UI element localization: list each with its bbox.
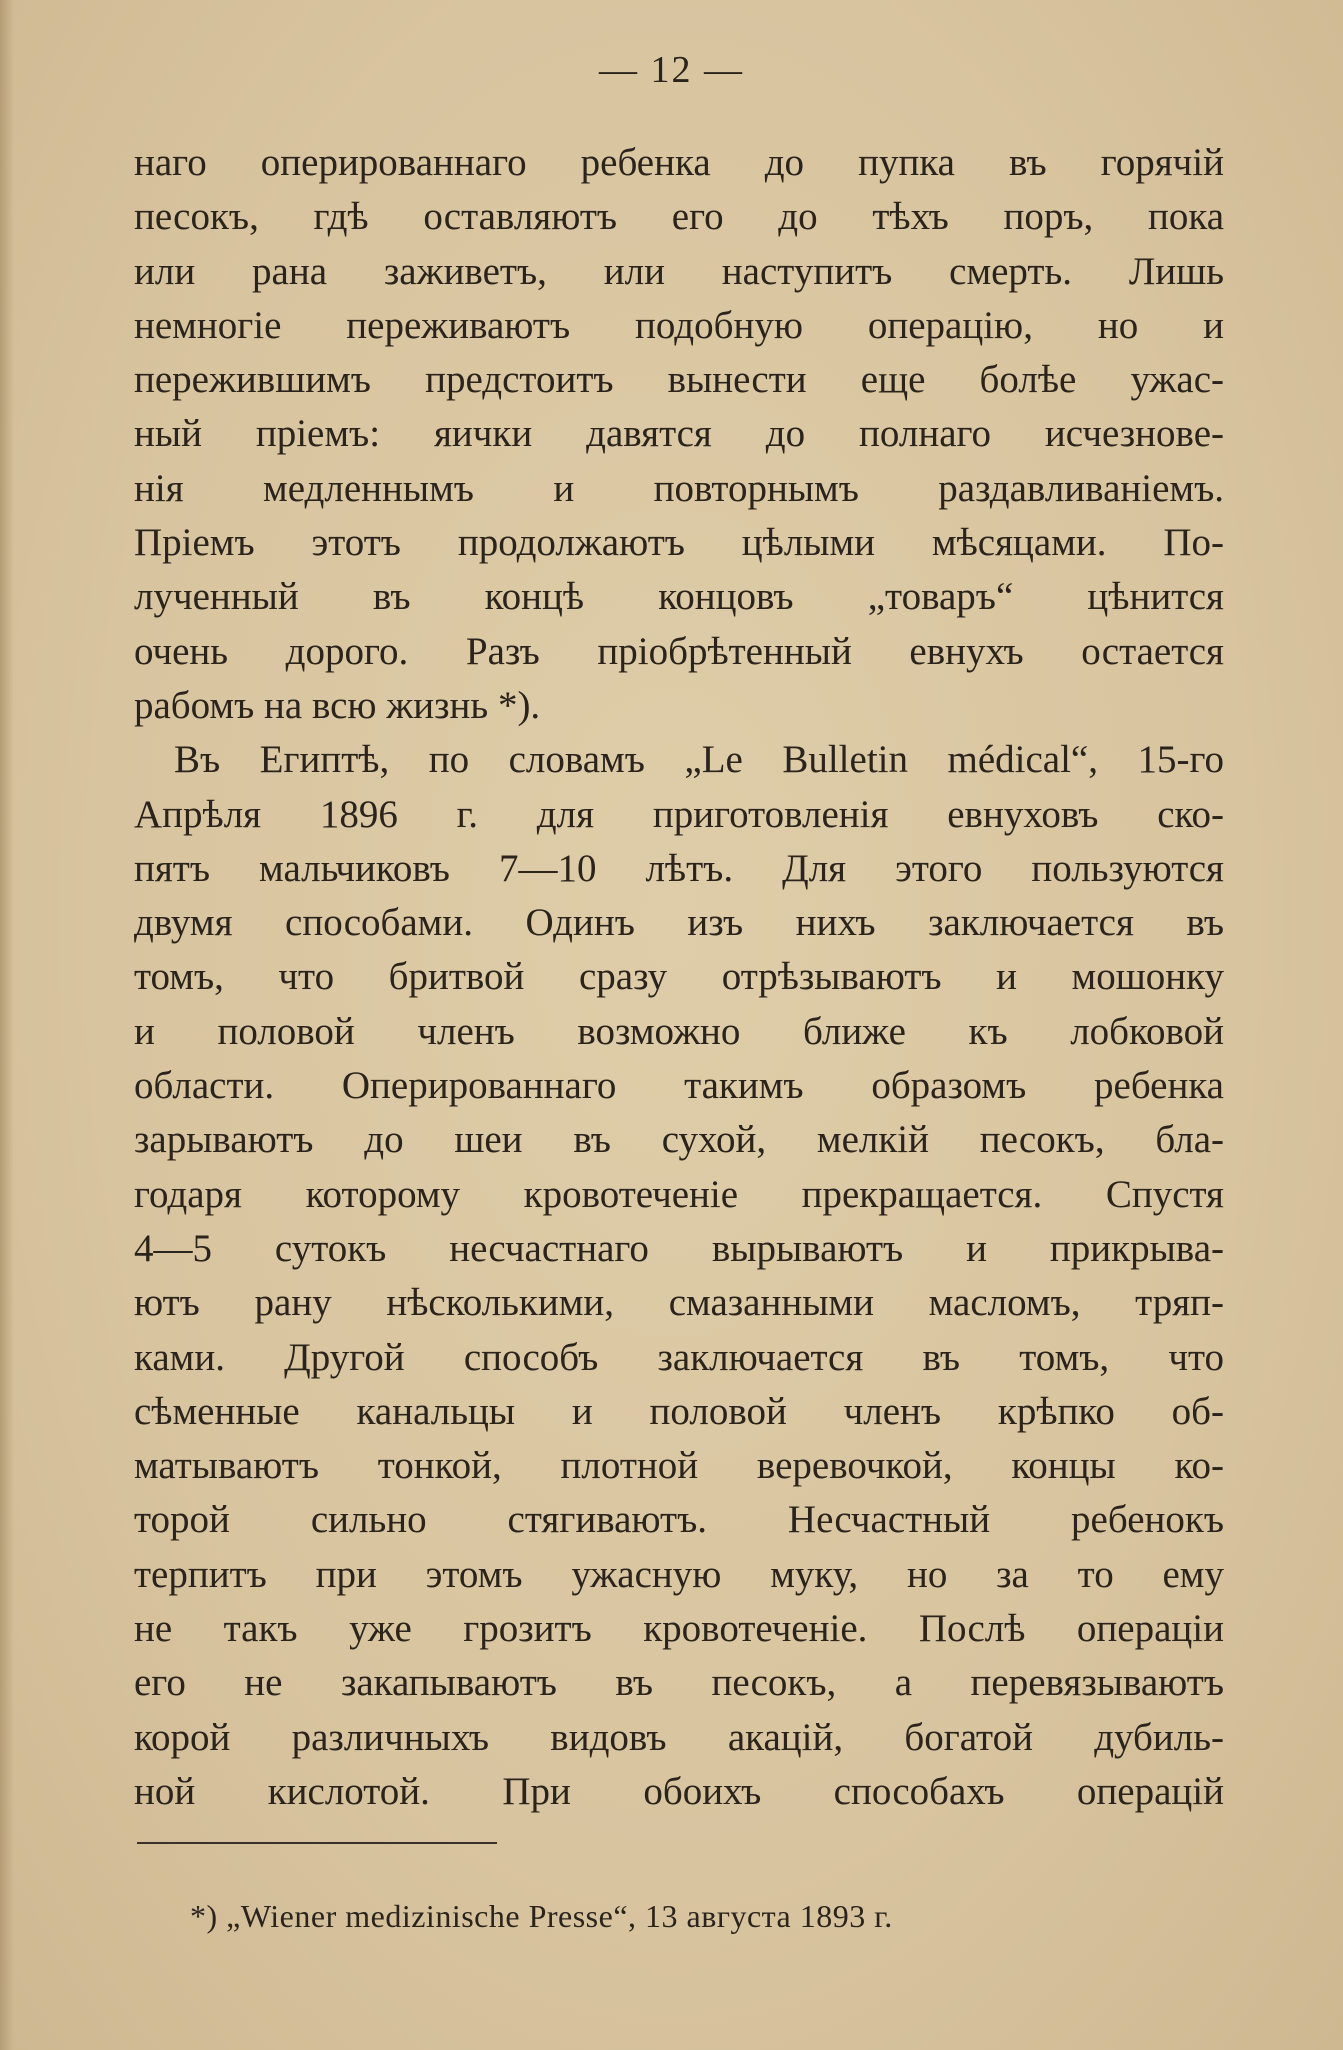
text-line: нія медленнымъ и повторнымъ раздавливаніемъ. xyxy=(134,466,1224,510)
text-line: ками. Другой способъ заключается въ томъ, что xyxy=(134,1335,1224,1379)
footnote-divider xyxy=(137,1842,497,1844)
text-line: зарываютъ до шеи въ сухой, мелкій песокъ, бла- xyxy=(134,1118,1224,1162)
text-line: торой сильно стягиваютъ. Несчастный ребенокъ xyxy=(134,1498,1224,1542)
text-line: пережившимъ предстоитъ вынести еще болѣе ужас- xyxy=(134,358,1224,402)
text-line: сѣменные канальцы и половой членъ крѣпко об- xyxy=(134,1389,1224,1433)
text-line: рабомъ на всю жизнь *). xyxy=(134,683,541,727)
text-line: его не закапываютъ въ песокъ, а перевязываютъ xyxy=(134,1661,1224,1705)
footnote: *) „Wiener medizinische Presse“, 13 августа 1893 г. xyxy=(190,1898,893,1934)
text-line: матываютъ тонкой, плотной веревочкой, концы ко- xyxy=(134,1444,1224,1488)
text-line: 4—5 сутокъ несчастнаго вырываютъ и прикрыва- xyxy=(134,1226,1224,1270)
text-line: Апрѣля 1896 г. для приготовленія евнуховъ ско- xyxy=(134,792,1224,836)
text-line: пятъ мальчиковъ 7—10 лѣтъ. Для этого пользуются xyxy=(134,846,1224,890)
text-line: очень дорого. Разъ пріобрѣтенный евнухъ остается xyxy=(134,629,1224,673)
text-line: немногіе переживаютъ подобную операцію, но и xyxy=(134,303,1224,347)
text-line: ный пріемъ: яички давятся до полнаго исчезнове- xyxy=(134,412,1224,456)
text-line: корой различныхъ видовъ акацій, богатой дубиль- xyxy=(134,1715,1224,1759)
text-line: области. Оперированнаго такимъ образомъ ребенка xyxy=(134,1064,1224,1108)
text-line: наго оперированнаго ребенка до пупка въ горячій xyxy=(134,141,1224,184)
page-number: — 12 — xyxy=(599,49,744,91)
text-line: томъ, что бритвой сразу отрѣзываютъ и мошонку xyxy=(134,955,1224,999)
text-line: или рана заживетъ, или наступитъ смерть. Лишь xyxy=(134,249,1224,293)
body-text xyxy=(134,136,1224,1819)
text-line: лученный въ концѣ концовъ „товаръ“ цѣнится xyxy=(134,575,1224,619)
text-line: ютъ рану нѣсколькими, смазанными масломъ, тряп- xyxy=(134,1281,1224,1325)
text-line: терпитъ при этомъ ужасную муку, но за то ему xyxy=(134,1552,1224,1596)
text-line: двумя способами. Одинъ изъ нихъ заключается въ xyxy=(134,901,1224,945)
text-line: и половой членъ возможно ближе къ лобковой xyxy=(134,1009,1224,1053)
text-line: ной кислотой. При обоихъ способахъ операцій xyxy=(134,1769,1224,1813)
text-line: песокъ, гдѣ оставляютъ его до тѣхъ поръ, пока xyxy=(134,195,1224,239)
text-line: годаря которому кровотеченіе прекращается. Спустя xyxy=(134,1172,1224,1216)
text-line: не такъ уже грозитъ кровотеченіе. Послѣ операціи xyxy=(134,1607,1224,1651)
text-line: Въ Египтѣ, по словамъ „Le Bulletin médical“, 15-го xyxy=(174,738,1224,782)
text-line: Пріемъ этотъ продолжаютъ цѣлыми мѣсяцами. По- xyxy=(134,521,1224,565)
page-binding-shadow xyxy=(0,0,14,2050)
